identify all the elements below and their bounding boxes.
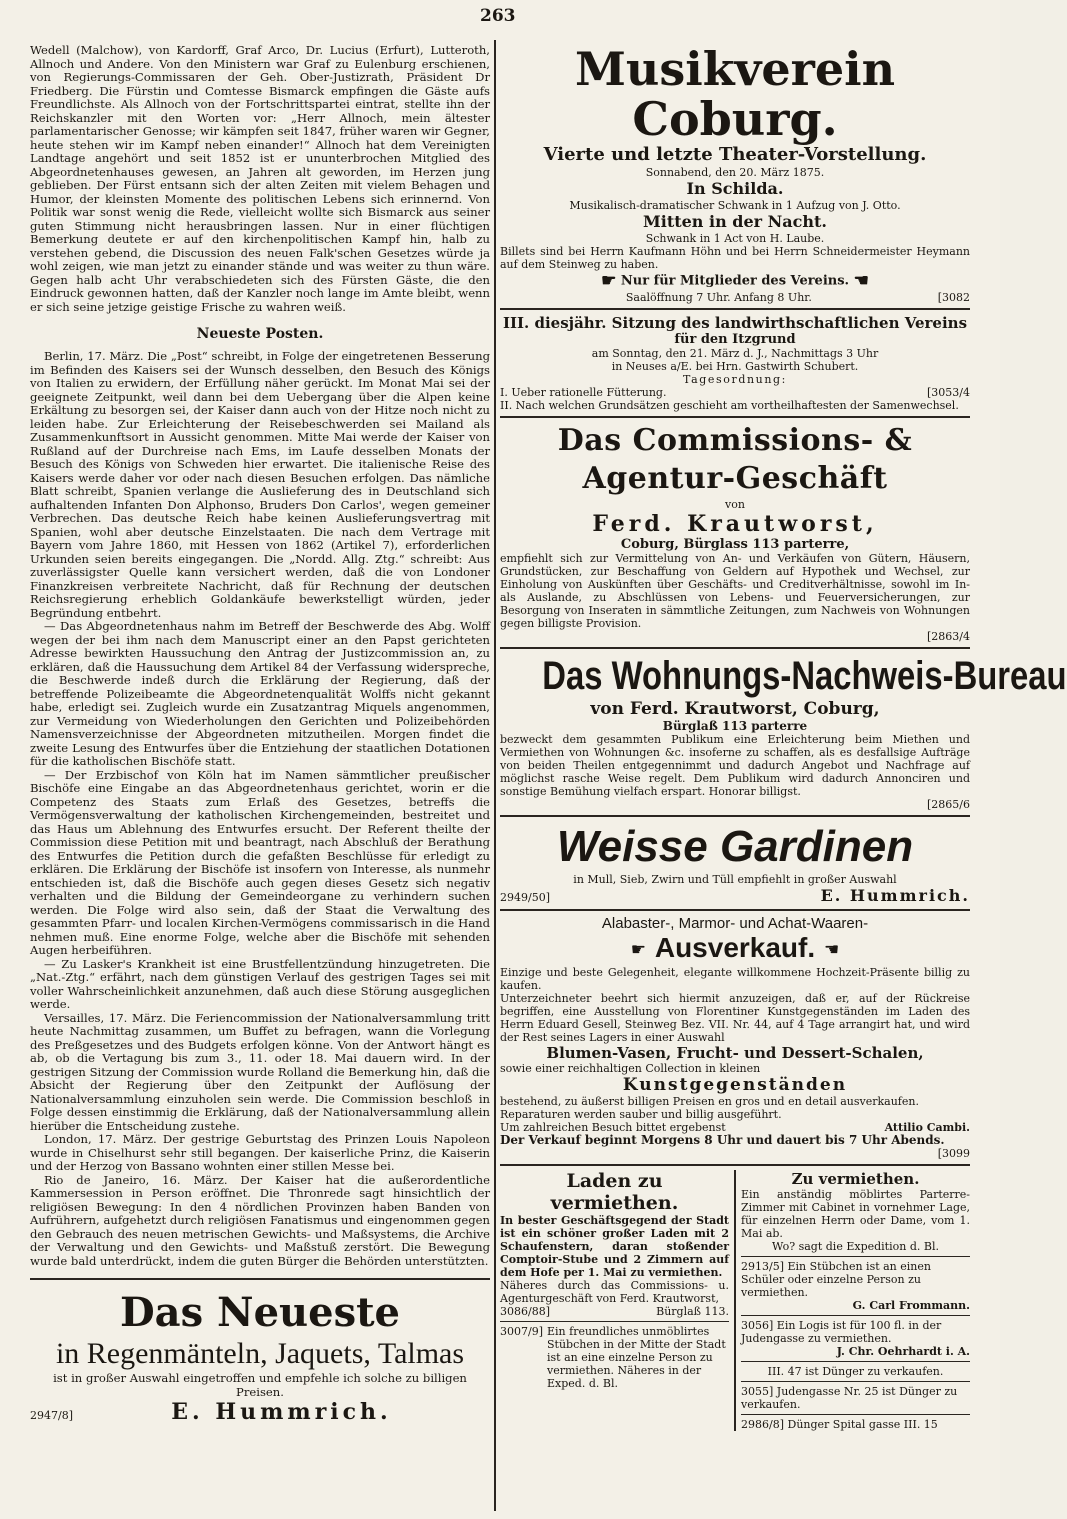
ad-number: 3056]: [741, 1319, 774, 1332]
divider: [741, 1381, 970, 1382]
ad-wohnung: [500, 653, 1067, 811]
small-ad-text: Ein Stübchen ist an einen Schüler oder einzelne Person zu vermiethen.: [741, 1260, 931, 1299]
news-item: Rio de Janeiro, 16. März. Der Kaiser hat die außerordentliche Kammersession in Person eröffnet. Die Thronrede sagt hinsichtlich der religiösen Bewegung: In den 4 nördlichen Provinzen haben Banden von Aufrührern, aufgehetzt durch religiösen Fanatismus und eingenommen gegen den Gebrauch des neuen metrischen Gewichts- und Maßsystems, die Archive der Verwaltung und den Gewichts- und Maßstuß zerstört. Die Bewegung wurde bald unterdrückt, indem die guten Bürger die Behörden unterstützten.: [30, 1172, 490, 1268]
ad-commission-title: Das Commissions- & Agentur-Geschäft: [557, 423, 913, 496]
ad-zuverm: [741, 1170, 970, 1431]
ad-alabaster-text3: sowie einer reichhaltigen Collection in kleinen: [500, 1061, 761, 1075]
divider: [500, 1164, 970, 1166]
ad-alabaster-big: Ausverkauf.: [654, 932, 816, 963]
ad-alabaster-text2: Unterzeichneter beehrt sich hiermit anzuzeigen, daß er, auf der Rückreise begriffen, eine Ausstellung von Florentiner Kunstgegenständen im Laden des Herrn Eduard Gesell, Steinweg Bez. VII. Nr. 44, auf 4 Tage arrangirt hat, und wird der Rest seines Lagers in einer Auswahl: [500, 991, 970, 1044]
ad-laden-title: Laden zu vermiethen.: [550, 1170, 679, 1214]
ad-alabaster-items: Blumen-Vasen, Frucht- und Dessert-Schalen,: [546, 1043, 924, 1062]
divider: [500, 308, 970, 310]
bottom-ads: [500, 1170, 970, 1431]
ad-laden: [500, 1170, 729, 1431]
ad-number: [3099: [937, 1147, 970, 1160]
ad-commission-von: von: [725, 498, 745, 511]
page-number: 263: [480, 6, 516, 26]
ad-musikverein-play2: Mitten in der Nacht.: [643, 212, 827, 231]
ad-neueste-text: ist in großer Auswahl eingetroffen und empfehle ich solche zu billigen Preisen.: [53, 1371, 467, 1399]
divider: [741, 1256, 970, 1257]
divider: [500, 647, 970, 649]
ad-neueste-line: in Regenmänteln, Jaquets, Talmas: [55, 1337, 465, 1370]
pointing-hand-icon: ☚: [824, 939, 840, 960]
news-heading: Neueste Posten.: [196, 326, 324, 342]
ad-wohnung-firm: von Ferd. Krautworst, Coburg,: [590, 699, 880, 719]
pointing-hand-icon: ☛: [601, 271, 617, 291]
ad-laden-addr: Bürglaß 113.: [656, 1305, 729, 1318]
ad-musikverein-title: Musikverein Coburg.: [574, 42, 896, 146]
small-ad-text: Dünger Spital gasse III. 15: [787, 1418, 938, 1431]
small-ad-text: Ein freundliches unmöblirtes Stübchen in der Mitte der Stadt ist an eine einzelne Person zu vermiethen. Näheres in der Exped. d. Bl.: [547, 1325, 726, 1390]
ad-wohnung-text: bezweckt dem gesammten Publikum eine Erleichterung beim Miethen und Vermiethen von Wohnungen &c. insoferne zu schaffen, als es desfallsige Aufträge von beiden Theilen entgegennimmt und dadurch Angebot und Nachfrage auf möglichst rasche Weise regelt. Dem Publikum wird dadurch Annonciren und sonstige Bemühung vielfach erspart. Honorar billigst.: [500, 733, 970, 798]
ad-number: 3086/88]: [500, 1305, 550, 1318]
news-item: — Der Erzbischof von Köln hat im Namen sämmtlicher preußischer Bischöfe eine Eingabe an das Abgeordnetenhaus gerichtet, worin er die Competenz des Staats zum Erlaß des Gesetzes, betreffs die Vermögensverwaltung der katholischen Kirchengemeinden, bestreitet und das Haus um Ablehnung des Entwurfes ersucht. Der Referent theilte der Commission diese Petition mit und beantragt, nach Abschluß der Berathung des Entwurfes die Petition durch die gefaßten Beschlüsse für erledigt zu erklären. Die Erklärung der Bischöfe ist insofern von Interesse, als nunmehr entschieden ist, daß die Bischöfe auch gegen dieses Gesetz sich negativ verhalten und die Bildung der Gemeindeorgane zu verhindern suchen werden. Die Folge wird also sein, daß der Staat die Verwaltung des gesammten Pfarr- und localen Kirchen-Vermögens commissarisch in die Hand nehmen muß. Eine enorme Folge, welche aber die Bischöfe mit sehenden Augen herbeiführen.: [30, 767, 490, 957]
ad-laden-text2: Näheres durch das Commissions- u. Agenturgeschäft von Ferd. Krautworst,: [500, 1279, 729, 1305]
ad-alabaster-sign: Attilio Cambi.: [884, 1120, 970, 1134]
ad-wohnung-address: Bürglaß 113 parterre: [662, 719, 808, 733]
ad-number: 2913/5]: [741, 1260, 784, 1273]
small-ad-text: III. 47 ist Dünger zu verkaufen.: [767, 1365, 944, 1378]
small-ad-sign: J. Chr. Oehrhardt i. A.: [836, 1345, 970, 1358]
small-ad-text: Judengasse Nr. 25 ist Dünger zu verkaufen.: [741, 1385, 958, 1411]
ad-zuverm-text: Ein anständig möblirtes Parterre-Zimmer mit Cabinet in vornehmer Lage, für einzelnen Herrn oder Dame, vom 1. Mai ab.: [741, 1188, 970, 1240]
small-ad-sign: G. Carl Frommann.: [852, 1299, 970, 1312]
divider: [741, 1414, 970, 1415]
ad-musikverein-date: Sonnabend, den 20. März 1875.: [645, 166, 825, 179]
ad-number: [2865/6: [927, 798, 970, 811]
ad-number: 2986/8]: [741, 1418, 784, 1431]
news-item: Versailles, 17. März. Die Feriencommission der Nationalversammlung tritt heute Nachmittag zusammen, um Buffet zu befragen, wann die Vorlegung des Preßgesetzes und des Budgets erfolgen könne. Von der Antwort hängt es ab, ob die Vertagung bis zum 3., 11. oder 18. Mai dauern wird. In der gestrigen Sitzung der Commission wurde Rolland die Bemerkung hin, daß die Absicht der Regierung über den Zeitpunkt der Auflösung der Nationalversammlung einzuholen sein werde. Die Commission beschloß in Folge dessen einstimmig die Erklärung, daß der Nationalversammlung allein hierüber die Entscheidung zustehe.: [30, 1010, 490, 1133]
divider: [500, 1321, 729, 1322]
news-item: — Zu Lasker's Krankheit ist eine Brustfellentzündung hinzugetreten. Die „Nat.-Ztg.“ erfährt, nach dem günstigen Verlauf des gestrigen Tages sei mit voller Wahrscheinlichkeit anzunehmen, daß auch diese Störung ausgeglichen werde.: [30, 956, 490, 1011]
ad-wohnung-title: Das Wohnungs-Nachweis-Bureau: [542, 654, 1067, 698]
ad-musikverein-subtitle: Vierte und letzte Theater-Vorstellung.: [543, 144, 927, 165]
news-item: London, 17. März. Der gestrige Geburtstag des Prinzen Louis Napoleon wurde in Chiselhurst sehr still begangen. Der kaiserliche Prinz, die Kaiserin und der Herzog von Bassano wohnten einer stillen Messe bei.: [30, 1132, 490, 1173]
ad-gardinen-title: Weisse Gardinen: [556, 822, 914, 871]
pointing-hand-icon: ☛: [630, 939, 646, 960]
pointing-hand-icon: ☚: [853, 271, 869, 291]
ad-neueste-title: Das Neueste: [119, 1289, 401, 1336]
ad-number: 2949/50]: [500, 891, 550, 904]
ad-sitzung-when: am Sonntag, den 21. März d. J., Nachmittags 3 Uhr: [591, 347, 879, 360]
divider: [741, 1315, 970, 1316]
ad-neueste-firm: E. Hummrich.: [171, 1399, 392, 1425]
ad-alabaster: [500, 915, 970, 1160]
divider: [500, 909, 970, 911]
ad-alabaster-title: Alabaster-, Marmor- und Achat-Waaren-: [601, 915, 869, 932]
column-divider: [734, 1170, 736, 1431]
ad-laden-text: In bester Geschäftsgegend der Stadt ist ein schöner großer Laden mit 2 Schaufenstern, daran stoßender Comptoir-Stube und 2 Zimmern auf dem Hofe per 1. Mai zu vermiethen.: [500, 1214, 729, 1279]
divider: [500, 416, 970, 418]
ad-commission: [500, 422, 970, 643]
ad-commission-firm: Ferd. Krautworst,: [592, 511, 878, 537]
divider: [741, 1361, 970, 1362]
ad-alabaster-text5: Reparaturen werden sauber und billig ausgeführt.: [500, 1107, 782, 1121]
ad-musikverein-play1: In Schilda.: [686, 179, 784, 198]
ad-zuverm-text2: Wo? sagt die Expedition d. Bl.: [772, 1240, 939, 1253]
left-column: [30, 44, 490, 1511]
divider: [30, 1278, 490, 1280]
news-item: Berlin, 17. März. Die „Post“ schreibt, in Folge der eingetretenen Besserung im Befinden des Kaisers sei der Wunsch desselben, den Besuch des Königs von Italien zu erwidern, der Erfüllung näher gerückt. Im Monat Mai sei der geeignete Zeitpunkt, weil dann bei dem Uebergang über die Alpen keine Erkältung zu besorgen sei, der Kaiser dann auch von der Hitze noch nicht zu leiden habe. Zur Erleichterung der Reisebeschwerden sei Mailand als Zusammenkunftsort in Aussicht genommen. Mitte Mai werde der Kaiser von Rußland auf der Durchreise nach Ems, im Laufe desselben Monats der Besuch des Königs von Schweden hier erwartet. Die italienische Reise des Kaisers werde daher vor oder nach diesen Besuchen erfolgen. Das nämliche Blatt schreibt, Spanien verlange die Auslieferung des in Deutschland sich aufhaltenden Infanten Don Alphonso, Bruders Don Carlos', wegen gemeiner Verbrechen. Das deutsche Reich habe keinen Auslieferungsvertrag mit Spanien, wohl aber deutsche Einzelstaaten. Die nach dem Vertrage mit Bayern vom Jahre 1860, mit Hessen von 1862 (Artikel 7), erforderlichen Urkunden seien bereits eingegangen. Die „Nordd. Allg. Ztg.“ schreibt: Aus zuverlässigster Quelle kann versichert werden, daß die von Londoner Finanzkreisen verbreitete Nachricht, daß für Rechnung der deutschen Reichsregierung erheblich Goldankäufe bewerkstelligt würden, jeder Begründung entbehrt.: [30, 349, 490, 620]
ad-alabaster-text1: Einzige und beste Gelegenheit, elegante willkommene Hochzeit-Präsente billig zu kaufen.: [500, 965, 970, 992]
ad-sitzung: [500, 314, 970, 412]
ad-musikverein-play2-desc: Schwank in 1 Act von H. Laube.: [645, 232, 825, 245]
ad-zuverm-title: Zu vermiethen.: [791, 1170, 920, 1188]
ad-gardinen-firm: E. Hummrich.: [820, 886, 970, 905]
article-continuation: Wedell (Malchow), von Kardorff, Graf Arco, Dr. Lucius (Erfurt), Lutteroth, Allnoch und Andere. Von den Ministern war Graf zu Eulenburg erschienen, von Regierungs-Commissaren der Geh. Ober-Justizrath, Präsident Dr Friedberg. Die Fürstin und Comtesse Bismarck empfingen die Gäste aufs Freundlichste. Als Allnoch von der Fortschrittspartei eintrat, stellte ihn der Reichskanzler mit den Worten vor: „Herr Allnoch, mein ältester parlamentarischer Genosse; wir kämpfen seit 1847, früher waren wir Gegner, heute stehen wir im Kampf neben einander!“ Allnoch hat dem Vereinigten Landtage angehört und seit 1852 ist er ununterbrochen Mitglied des Abgeordnetenhauses gewesen, an Jahren alt geworden, im Herzen jung geblieben. Der Fürst entsann sich der alten Zeiten mit vielem Behagen und Humor, der kleinsten Momente des politischen Lebens sich erinnernd. Von Politik war sonst wenig die Rede, vielleicht wollte sich Bismarck aus seiner guten Stimmung nicht herausbringen lassen. Nur in einer flüchtigen Bemerkung deutete er auf den kirchenpolitischen Kampf hin, halb zu verstehen gebend, die Discussion des neuen Falk'schen Gesetzes würde ja wohl zeigen, wie man jetzt zu einander stände und was weiter zu thun wäre. Gegen halb acht Uhr verabschiedeten sich des Fürsten Gäste, die den Eindruck gewonnen hatten, daß der Kanzler noch lange im Amte bleibt, wenn er sich seine jetzige geistige Frische zu wahren weiß.: [30, 43, 490, 314]
ad-alabaster-text6: Um zahlreichen Besuch bittet ergebenst: [500, 1120, 726, 1134]
ad-neueste: [30, 1290, 490, 1425]
ad-sitzung-agenda-title: Tagesordnung:: [683, 373, 787, 386]
ad-musikverein-members: Nur für Mitglieder des Vereins.: [620, 273, 850, 289]
ad-sitzung-title: III. diesjähr. Sitzung des landwirthschaftlichen Vereins: [502, 314, 968, 332]
right-column: [500, 42, 1067, 1511]
agenda-item: I. Ueber rationelle Fütterung.: [500, 386, 667, 399]
ad-alabaster-kunst: Kunstgegenständen: [622, 1074, 848, 1095]
ad-commission-text: empfiehlt sich zur Vermittelung von An- und Verkäufen von Gütern, Häusern, Grundstücken, zur Beschaffung von Geldern auf Hypothek und Wechsel, zur Einholung von Auskünften über Geschäfts- und Creditverhältnisse, sowohl im In- als Auslande, zu Abschlüssen von Lebens- und Feuerversicherungen, zur Besorgung von Inseraten in sämmtliche Zeitungen, zum Nachweis von Wohnungen gegen billigste Provision.: [500, 552, 970, 630]
ad-number: [3053/4: [927, 386, 970, 399]
ad-number: 2947/8]: [30, 1409, 73, 1422]
ad-number: 3055]: [741, 1385, 774, 1398]
agenda-item: II. Nach welchen Grundsätzen geschieht am vortheilhaftesten der Samenwechsel.: [500, 399, 959, 412]
ad-gardinen: [500, 821, 970, 905]
divider: [500, 815, 970, 817]
ad-sitzung-sub: für den Itzgrund: [674, 332, 796, 347]
ad-number: [2863/4: [927, 630, 970, 643]
column-divider: [494, 40, 496, 1511]
ad-alabaster-text4: bestehend, zu äußerst billigen Preisen en gros und en detail ausverkaufen.: [500, 1094, 919, 1108]
news-item: — Das Abgeordnetenhaus nahm im Betreff der Beschwerde des Abg. Wolff wegen der bei ihm nach dem Manuscript einer an den Papst gerichteten Adresse bewirkten Haussuchung den Antrag der Justizcommission an, zu erklären, daß die Haussuchung dem Artikel 84 der Verfassung widerspreche, die Beschwerde indeß durch die Erklärung der Regierung, daß der betreffende Polizeibeamte die Abgeordnetenqualität Wolffs nicht gekannt habe, erledigt sei. Zugleich wurde ein Zusatzantrag Miquels angenommen, zur Vermeidung von Wiederholungen den Gerichten und Polizeibehörden Namensverzeichnisse der Abgeordneten mitzutheilen. Morgen findet die zweite Lesung des Entwurfes über die Entziehung der staatlichen Dotationen für die katholischen Bischöfe statt.: [30, 619, 490, 768]
ad-musikverein-tickets: Billets sind bei Herrn Kaufmann Höhn und bei Herrn Schneidermeister Heymann auf dem Steinweg zu haben.: [500, 245, 970, 271]
ad-musikverein: [500, 44, 970, 304]
ad-number: 3007/9]: [500, 1325, 543, 1338]
ad-gardinen-text: in Mull, Sieb, Zwirn und Tüll empfiehlt in großer Auswahl: [573, 873, 897, 886]
ad-commission-address: Coburg, Bürglass 113 parterre,: [620, 537, 850, 552]
ad-musikverein-play1-desc: Musikalisch-dramatischer Schwank in 1 Aufzug von J. Otto.: [569, 199, 901, 212]
small-ad-text: Ein Logis ist für 100 fl. in der Judengasse zu vermiethen.: [741, 1319, 942, 1345]
ad-alabaster-text7: Der Verkauf beginnt Morgens 8 Uhr und dauert bis 7 Uhr Abends.: [500, 1132, 945, 1147]
ad-musikverein-hours: Saalöffnung 7 Uhr. Anfang 8 Uhr.: [625, 291, 812, 304]
ad-number: [3082: [937, 291, 970, 304]
ad-sitzung-where: in Neuses a/E. bei Hrn. Gastwirth Schubert.: [611, 360, 859, 373]
